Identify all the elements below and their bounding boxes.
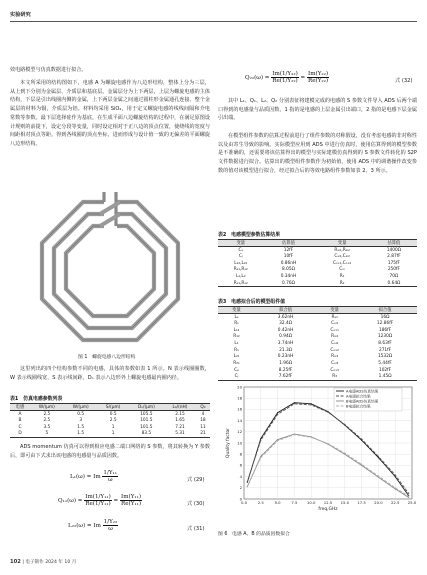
table1-header: Q₀ bbox=[200, 404, 206, 410]
table2-row bbox=[218, 260, 417, 267]
table3-cell: Cₛᵢ₂ bbox=[331, 341, 339, 347]
table3-cell: Cₒₓ₁ bbox=[330, 327, 339, 333]
table2-cell: 0.34nH bbox=[280, 274, 297, 280]
table2-cell: 12fF bbox=[283, 247, 294, 253]
table1-cell: 83.5 bbox=[141, 431, 152, 437]
series-4-point bbox=[260, 457, 261, 458]
table1-header: L₀/(nH) bbox=[172, 404, 188, 410]
series-2-point bbox=[277, 414, 278, 415]
series-4-point bbox=[294, 434, 295, 435]
left-para-1: 效电路模型与仿真数据进行拟合。 bbox=[10, 67, 87, 73]
table2-cell: 70Ω bbox=[389, 274, 399, 280]
x-tick-label: 2.5 bbox=[257, 500, 264, 505]
table3-row bbox=[218, 367, 417, 374]
table3-cell: R₁ bbox=[234, 347, 239, 353]
series-1-point bbox=[311, 403, 312, 404]
y-tick-label: 0 bbox=[239, 496, 242, 502]
y-tick-label: 18 bbox=[237, 395, 242, 401]
x-tick-label: 17.5 bbox=[357, 500, 366, 505]
x-tick-label: 25.0 bbox=[407, 500, 417, 505]
page-number: 102 bbox=[10, 559, 21, 565]
series-1-point bbox=[260, 438, 261, 439]
series-3-point bbox=[408, 497, 409, 498]
table3-cell: 102fF bbox=[378, 367, 392, 373]
table1-cell: 0.5 bbox=[109, 411, 117, 417]
table1-cell: 4 bbox=[201, 411, 205, 417]
table2-cell: 250fF bbox=[387, 267, 400, 273]
table3-cell: 21.3Ω bbox=[279, 347, 292, 353]
table2-cell: Cₘ bbox=[339, 267, 345, 273]
y-tick-label: 10 bbox=[237, 440, 242, 446]
footer-sep: | bbox=[22, 560, 24, 565]
table2-header-row bbox=[218, 240, 417, 247]
series-2-point bbox=[247, 481, 248, 482]
y-tick-label: 14 bbox=[237, 417, 242, 423]
issue-date: 2024 年 10 月 bbox=[45, 560, 77, 565]
table2-header: 估算值 bbox=[387, 241, 401, 246]
equation-31: L₂₂(ω) = Im $\frac{\text{1/Y₂₂}}{\omega}$ bbox=[68, 519, 118, 532]
table1-cell: 3.5 bbox=[43, 424, 51, 430]
table2-cell: Rₛ₁,Rₛ₂ bbox=[233, 267, 248, 273]
table3-cell: 7.62fF bbox=[278, 374, 293, 380]
x-tick-label: 22.5 bbox=[390, 500, 400, 505]
table2-cell: 175fF bbox=[387, 260, 400, 266]
table1-row bbox=[10, 417, 210, 424]
table1-row bbox=[10, 411, 210, 418]
series-2-point bbox=[378, 456, 379, 457]
series-2-point bbox=[327, 412, 328, 413]
equation-29: L₁(ω) = Im $\frac{\text{1/Y₁₁}}{\omega}$ bbox=[70, 470, 118, 483]
table1 bbox=[10, 403, 210, 438]
table3-cell: 1532Ω bbox=[377, 354, 393, 360]
table3-header: 变量 bbox=[232, 308, 241, 313]
table3-cell: 271fF bbox=[378, 347, 392, 353]
table2-header: 变量 bbox=[236, 241, 246, 246]
figure1-caption: 图 1 螺旋电感八边形结构 bbox=[78, 355, 136, 360]
table3-header: 变量 bbox=[330, 308, 339, 313]
table2 bbox=[218, 239, 417, 287]
left-para-2: 本文所采用的结构图如下，电感 A 为螺旋电感作为八边形结构，整体上分为三层，从上到下分别为金属层、介质层和基底层。金属层分为上下两层，上层为螺旋电感的主体结构，下层是引出线圈内侧的金属，上下两层金属之间通过圆柱形金属通孔连接。整个金属层的材料为铜，介质层为铝。材料均采用 SiO₂，用于定义螺旋电感的线线间隔和介电常数等参数。最下层选择硅作为基底。在生成平面八边螺旋结构的过程中，在满足原图设计规则的前提下，设定分段等变量，同时设定相对于正八边的顶点位置，使绕线的宽度与间距相对顶点等距。得到各线圈的顶点坐标，进而形成与设计值一致的无偏差的平面螺旋八边形结构。 bbox=[10, 80, 210, 147]
table3-row bbox=[218, 320, 417, 327]
table2-cell: R₂ bbox=[339, 280, 345, 286]
table1-cell: 101.5 bbox=[140, 424, 153, 430]
equation-29-number: 式 (29) bbox=[187, 477, 205, 483]
table1-cell: 1 bbox=[111, 431, 115, 437]
y-tick-label: 6 bbox=[239, 462, 242, 468]
table1-cell: 2.5 bbox=[43, 418, 51, 424]
y-tick-label: 16 bbox=[237, 406, 242, 412]
table3-header-row bbox=[218, 307, 417, 314]
table1-cell: D bbox=[18, 431, 22, 437]
table1-cell: 1.65 bbox=[175, 418, 185, 424]
right-para-1: 其中 L₁、Q₁、L₂、Q₂ 分别表征将建模完成的电感的 S 参数文件导入 ADS 后两个端口得到的电感量与品质因数，1 指的是电感的上层金属引出端口，2 指的是电感下层金属引出端。 bbox=[218, 98, 417, 122]
table1-header: 电感 bbox=[15, 405, 25, 410]
table3-cell: Rₛ bbox=[234, 321, 239, 327]
table3-cell: Cₛᵢ₁ bbox=[331, 321, 339, 327]
table3-cell: Cₚ bbox=[234, 367, 239, 373]
x-tick-label: 20.0 bbox=[374, 500, 383, 505]
legend-label: B电感ADS仿真结果 bbox=[346, 399, 379, 404]
table3-cell: Cₛᵢ₃ bbox=[331, 361, 339, 367]
series-2-point bbox=[361, 438, 362, 439]
table1-cell: 1.5 bbox=[77, 431, 85, 437]
left-para-4: ADS momentum 仿真可以得到相应电感二端口网络的 S 参数，将其转换为 Y 参数后，即可由下式求出该电感的电感量与品质因数。 bbox=[10, 444, 210, 459]
table3-cell: R₃ bbox=[332, 374, 337, 380]
y-axis-label: Quality factor bbox=[226, 428, 231, 458]
table3-cell: 0.94Ω bbox=[279, 334, 292, 340]
series-3-point bbox=[277, 439, 278, 440]
legend-label: B电感拟合结果 bbox=[346, 404, 371, 409]
table3-cell: Cⱼ bbox=[234, 374, 239, 380]
table3-cell: 1.45Ω bbox=[378, 374, 392, 380]
table3-cell: L₁₂ bbox=[233, 327, 240, 333]
series-4-point bbox=[327, 443, 328, 444]
table3-cell: 1.96Ω bbox=[279, 361, 292, 367]
table1-header: S/(μm) bbox=[105, 404, 121, 410]
table2-cell: Rₛᵢ₁,Rₛᵢ₂ bbox=[334, 247, 350, 253]
table1-cell: 2.15 bbox=[175, 411, 185, 417]
section-tag: 实验研究 bbox=[10, 12, 31, 18]
header-rule bbox=[10, 21, 417, 22]
table2-cell: Rₛ₁,Rₛ₂ bbox=[233, 280, 248, 286]
x-tick-label: 7.5 bbox=[291, 500, 298, 505]
table3-row bbox=[218, 347, 417, 354]
table1-cell: A bbox=[18, 411, 22, 417]
y-tick-label: 8 bbox=[239, 451, 242, 457]
table3-cell: 12.86fF bbox=[376, 321, 394, 327]
y-tick-label: 2 bbox=[239, 485, 242, 491]
table3-row bbox=[218, 334, 417, 341]
x-tick-label: 5.0 bbox=[274, 500, 281, 505]
table1-header: Dₒ/(μm) bbox=[137, 404, 155, 410]
equation-32: Q₂₂(ω) = $\frac{\text{Im(1/Y₂₂)}}{\text{Re(1/Y₂₂)}}$ = $\frac{\text{Im(Y₂₂)}}{\text{Re(Y₂₂)}}$ bbox=[245, 71, 329, 84]
table2-cell: 0.76Ω bbox=[282, 280, 295, 286]
left-para-3: 这里列出的四个结构参数不同的电感，具体的参数如表 1 所示。N 表示线圈圈数，W 表示线圈线宽，S 表示线间距，Dₒ 表示八边形外上螺旋电感最内圈内径。 bbox=[10, 366, 210, 381]
table2-title: 表2 电感模型参数估算结果 bbox=[218, 232, 281, 238]
table3-cell: R₁₂ bbox=[233, 334, 240, 340]
table3-row bbox=[218, 354, 417, 361]
series-4-point bbox=[277, 440, 278, 441]
legend-label: A电感ADS仿真结果 bbox=[346, 389, 379, 394]
figure6-caption: 图 6 电感 A、B 的品质因数拟合 bbox=[218, 532, 290, 537]
table3-row bbox=[218, 374, 417, 381]
table2-cell: Cⱼ bbox=[238, 254, 243, 260]
table3-cell: 3.62nH bbox=[277, 314, 294, 320]
table2-cell: 1400Ω bbox=[386, 247, 402, 253]
x-tick-label: 15.0 bbox=[340, 500, 350, 505]
table1-cell: 5.31 bbox=[175, 431, 185, 437]
table1-cell: C bbox=[18, 424, 22, 430]
table3-row bbox=[218, 327, 417, 334]
table3-title: 表3 电感拟合后的模型组件值 bbox=[218, 299, 285, 305]
table3-cell: 0.23nH bbox=[277, 354, 294, 360]
table2-row bbox=[218, 273, 417, 280]
equation-32-number: 式 (32) bbox=[395, 78, 413, 84]
table2-row bbox=[218, 253, 417, 260]
table3-cell: L₂₁ bbox=[233, 354, 240, 360]
equation-30-number: 式 (30) bbox=[187, 501, 205, 507]
y-tick-label: 12 bbox=[237, 429, 242, 435]
table1-header: W/(μm) bbox=[72, 404, 89, 410]
table2-header: 变量 bbox=[337, 241, 347, 246]
table2-cell: 0.64Ω bbox=[387, 280, 401, 286]
equation-31-number: 式 (31) bbox=[187, 526, 205, 532]
table3-row bbox=[218, 314, 417, 321]
table1-cell: 2.5 bbox=[43, 411, 51, 417]
table3-cell: 1230Ω bbox=[377, 334, 393, 340]
table3-cell: 186fF bbox=[378, 327, 392, 333]
table1-row bbox=[10, 431, 210, 438]
table3-row bbox=[218, 340, 417, 347]
table3-cell: Cₒₓ₂ bbox=[330, 347, 339, 353]
table1-cell: 18 bbox=[200, 418, 206, 424]
table2-cell: Cₛ bbox=[238, 247, 244, 253]
series-4-point bbox=[247, 486, 248, 487]
table3-cell: Lₛ bbox=[234, 314, 239, 320]
table1-cell: 101.5 bbox=[140, 418, 153, 424]
table2-cell: L₁,L₂ bbox=[235, 274, 246, 280]
series-2-point bbox=[260, 440, 261, 441]
spiral-inductor-figure bbox=[30, 192, 190, 350]
right-para-2: 在模型组件参数的估算过程前进行了组件参数的对称假设，没有考虑电感的非对称性以及由寄生导致的影响。实际模型应用到 ADS 中进行仿真时，使用估算得到的模型参数是不准确的，还需要将该估算得出的模型与实际建模仿真得到的 S 参数文件转化的 S2P 文件数据进行拟合。估算出的模型组件参数作为初始值，使用 ADS 中的调谐操作改变参数的值对该模型进行拟合，经过拟合后的等效电路组件参数如表 2、3 所示。 bbox=[218, 133, 417, 174]
table3-cell: R₂₁ bbox=[233, 361, 240, 367]
table2-cell: 0.86nH bbox=[280, 260, 297, 266]
table2-cell: 10fF bbox=[283, 254, 294, 260]
quality-factor-chart bbox=[222, 383, 417, 523]
equation-30: Q₁₁(ω) = $\frac{\text{Im(1/Y₁₁)}}{\text{Re(1/Y₁₁)}}$ = $\frac{\text{Im(Y₁₁)}}{\text{Re(Y₁₁)}}$ bbox=[58, 494, 142, 507]
table3-cell: 32.4Ω bbox=[279, 321, 292, 327]
table1-row bbox=[10, 424, 210, 431]
table1-cell: B bbox=[18, 418, 22, 424]
table2-cell: 2.87fF bbox=[387, 254, 401, 260]
series-2-point bbox=[344, 424, 345, 425]
table1-cell: 7.21 bbox=[175, 424, 185, 430]
series-4-point bbox=[408, 496, 409, 497]
series-3-point bbox=[361, 465, 362, 466]
table2-cell: L₁₂,L₂₁ bbox=[234, 260, 248, 266]
series-2-point bbox=[294, 403, 295, 404]
table1-cell: 1.5 bbox=[77, 424, 85, 430]
y-tick-label: 20 bbox=[237, 384, 242, 390]
series-2-point bbox=[408, 493, 409, 494]
journal-name: 电子制作 bbox=[25, 560, 44, 565]
series-1-point bbox=[378, 457, 379, 458]
table3-cell: Cₒₓ₃ bbox=[330, 367, 339, 373]
series-4-point bbox=[344, 452, 345, 453]
legend-label: A电感拟合结果 bbox=[346, 394, 371, 399]
series-4-point bbox=[378, 475, 379, 476]
x-tick-label: 10.0 bbox=[306, 500, 316, 505]
x-tick-label: 0.0 bbox=[240, 500, 248, 505]
table3-cell: 16Ω bbox=[380, 314, 390, 320]
table2-cell: Cₒₓ₁,Cₒₓ₂ bbox=[333, 260, 352, 266]
series-2-point bbox=[311, 404, 312, 405]
table3-header: 拟合值 bbox=[279, 308, 292, 313]
table3-cell: 0.42nH bbox=[277, 327, 294, 333]
table3 bbox=[218, 306, 417, 381]
table2-cell: 8.05Ω bbox=[282, 267, 295, 273]
table1-header: W/(μm) bbox=[38, 404, 55, 410]
table3-cell: Rₛ₁ bbox=[331, 314, 338, 320]
table2-cell: R₁ bbox=[339, 274, 345, 280]
x-tick-label: 12.5 bbox=[323, 500, 333, 505]
table1-cell: 21 bbox=[200, 431, 206, 437]
table1-cell: 1 bbox=[111, 424, 115, 430]
table1-cell: 11 bbox=[200, 424, 206, 430]
page-footer bbox=[10, 559, 76, 565]
table2-row bbox=[218, 280, 417, 287]
series-4-point bbox=[311, 437, 312, 438]
table2-cell: Cₛᵢ₁,Cₛᵢ₂ bbox=[334, 254, 350, 260]
series-4-point bbox=[361, 464, 362, 465]
table3-cell: Rₛᵢ₂ bbox=[331, 334, 339, 340]
table1-title: 表1 仿真电感参数列表 bbox=[10, 396, 63, 402]
table1-cell: 5 bbox=[45, 431, 49, 437]
series-1-point bbox=[277, 412, 278, 413]
series-1-point bbox=[294, 402, 295, 403]
table1-cell: 2.5 bbox=[109, 418, 117, 424]
table2-row bbox=[218, 247, 417, 254]
x-axis-label: freq,GHz bbox=[318, 507, 338, 512]
table3-cell: Rₛᵢ₃ bbox=[331, 354, 339, 360]
table2-row bbox=[218, 267, 417, 274]
table3-header: 拟合值 bbox=[378, 308, 392, 313]
table3-cell: 5.44fF bbox=[378, 361, 392, 367]
table3-cell: 3.74nH bbox=[277, 341, 294, 347]
table1-cell: 3 bbox=[79, 418, 83, 424]
table1-cell: 105.5 bbox=[140, 411, 153, 417]
table3-row bbox=[218, 360, 417, 367]
table3-cell: 8.63fF bbox=[378, 341, 392, 347]
y-tick-label: 4 bbox=[239, 473, 242, 479]
table1-cell: 0.5 bbox=[77, 411, 85, 417]
table3-cell: 8.25fF bbox=[278, 367, 293, 373]
series-4-point bbox=[395, 487, 396, 488]
series-2-point bbox=[395, 474, 396, 475]
table3-cell: L₁ bbox=[234, 341, 239, 347]
table1-header-row bbox=[10, 404, 210, 411]
table2-header: 估算值 bbox=[282, 241, 295, 246]
